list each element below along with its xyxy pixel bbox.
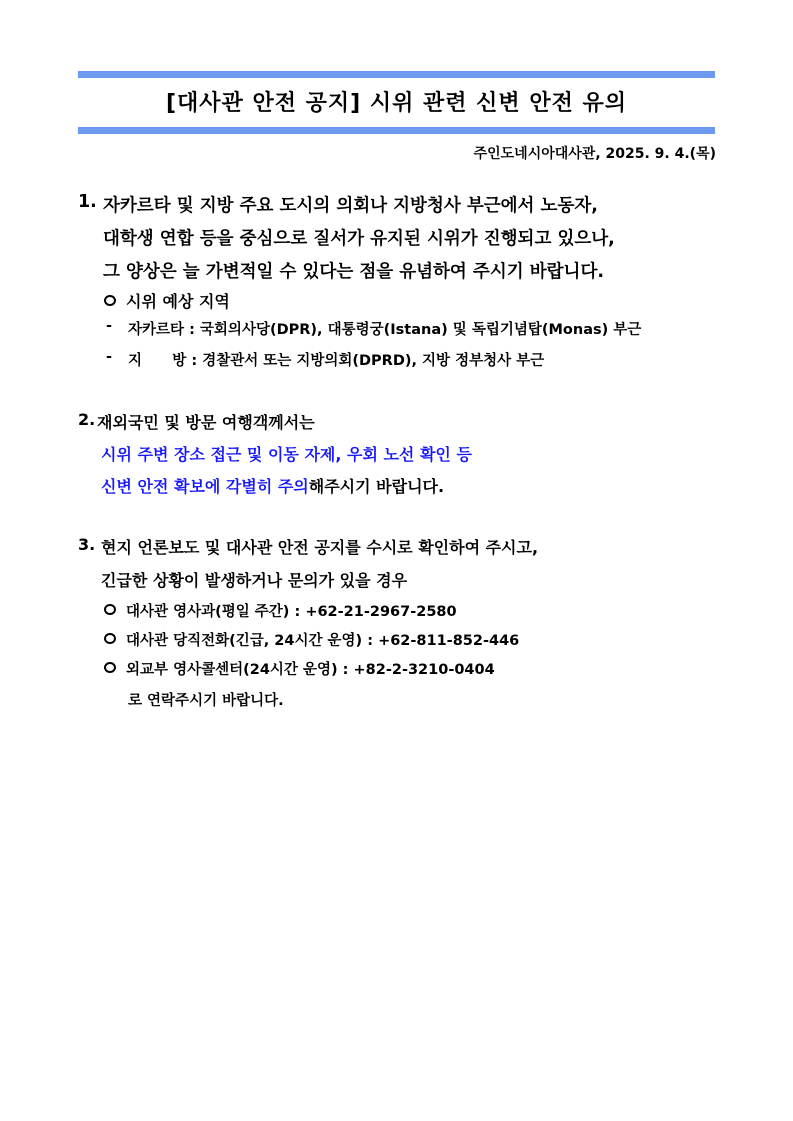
circle-bullet-icon [104,295,116,306]
section1-bullet [104,289,230,312]
section2-number: 2. [78,410,96,429]
circle-bullet-icon [104,633,116,644]
section2-line-1: 재외국민 및 방문 여행객께서는 [97,413,315,432]
issuer-date: 주인도네시아대사관, 2025. 9. 4.(목) [473,146,716,162]
caution-emphasis: 신변 안전 확보에 각별히 주의 [101,477,309,496]
region-jakarta: 자카르타 : 국회의사당(DPR), 대통령궁(Istana) 및 독립기념탑(Monas) 부근 [128,322,642,338]
contact-text: 대사관 당직전화(긴급, 24시간 운영) : +62-811-852-446 [126,633,520,649]
section3-closing: 로 연락주시기 바랍니다. [128,693,284,709]
title-bottom-rule [78,127,715,134]
section1-line-1: 자카르타 및 지방 주요 도시의 의회나 지방청사 부근에서 노동자, [103,196,598,216]
section1-bullet-title: 시위 예상 지역 [126,292,230,311]
section2-line-2: 시위 주변 장소 접근 및 이동 자제, 우회 노선 확인 등 [101,445,472,464]
circle-bullet-icon [104,662,116,673]
circle-bullet-icon [104,604,116,615]
section1-number: 1. [78,192,97,212]
section2-line-3 [101,474,444,497]
dash-marker: - [106,318,113,334]
title-top-rule [78,71,715,78]
notice-title: [대사관 안전 공지] 시위 관련 신변 안전 유의 [165,91,627,116]
contact-call-center [104,658,495,679]
region-provinces: 지 방 : 경찰관서 또는 지방의회(DPRD), 지방 정부청사 부근 [128,353,545,369]
section1-line-2: 대학생 연합 등을 중심으로 질서가 유지된 시위가 진행되고 있으나, [103,229,615,249]
section3-line-2: 긴급한 상황이 발생하거나 문의가 있을 경우 [101,571,408,590]
contact-text: 외교부 영사콜센터(24시간 운영) : +82-2-3210-0404 [126,662,495,678]
section1-line-3: 그 양상은 늘 가변적일 수 있다는 점을 유념하여 주시기 바랍니다. [103,262,605,282]
section3-line-1: 현지 언론보도 및 대사관 안전 공지를 수시로 확인하여 주시고, [101,538,539,557]
dash-marker: - [106,349,113,365]
contact-consular-section [104,600,457,621]
section3-number: 3. [78,535,96,554]
contact-text: 대사관 영사과(평일 주간) : +62-21-2967-2580 [126,604,457,620]
caution-rest: 해주시기 바랍니다. [308,477,445,496]
contact-duty-phone [104,629,519,650]
